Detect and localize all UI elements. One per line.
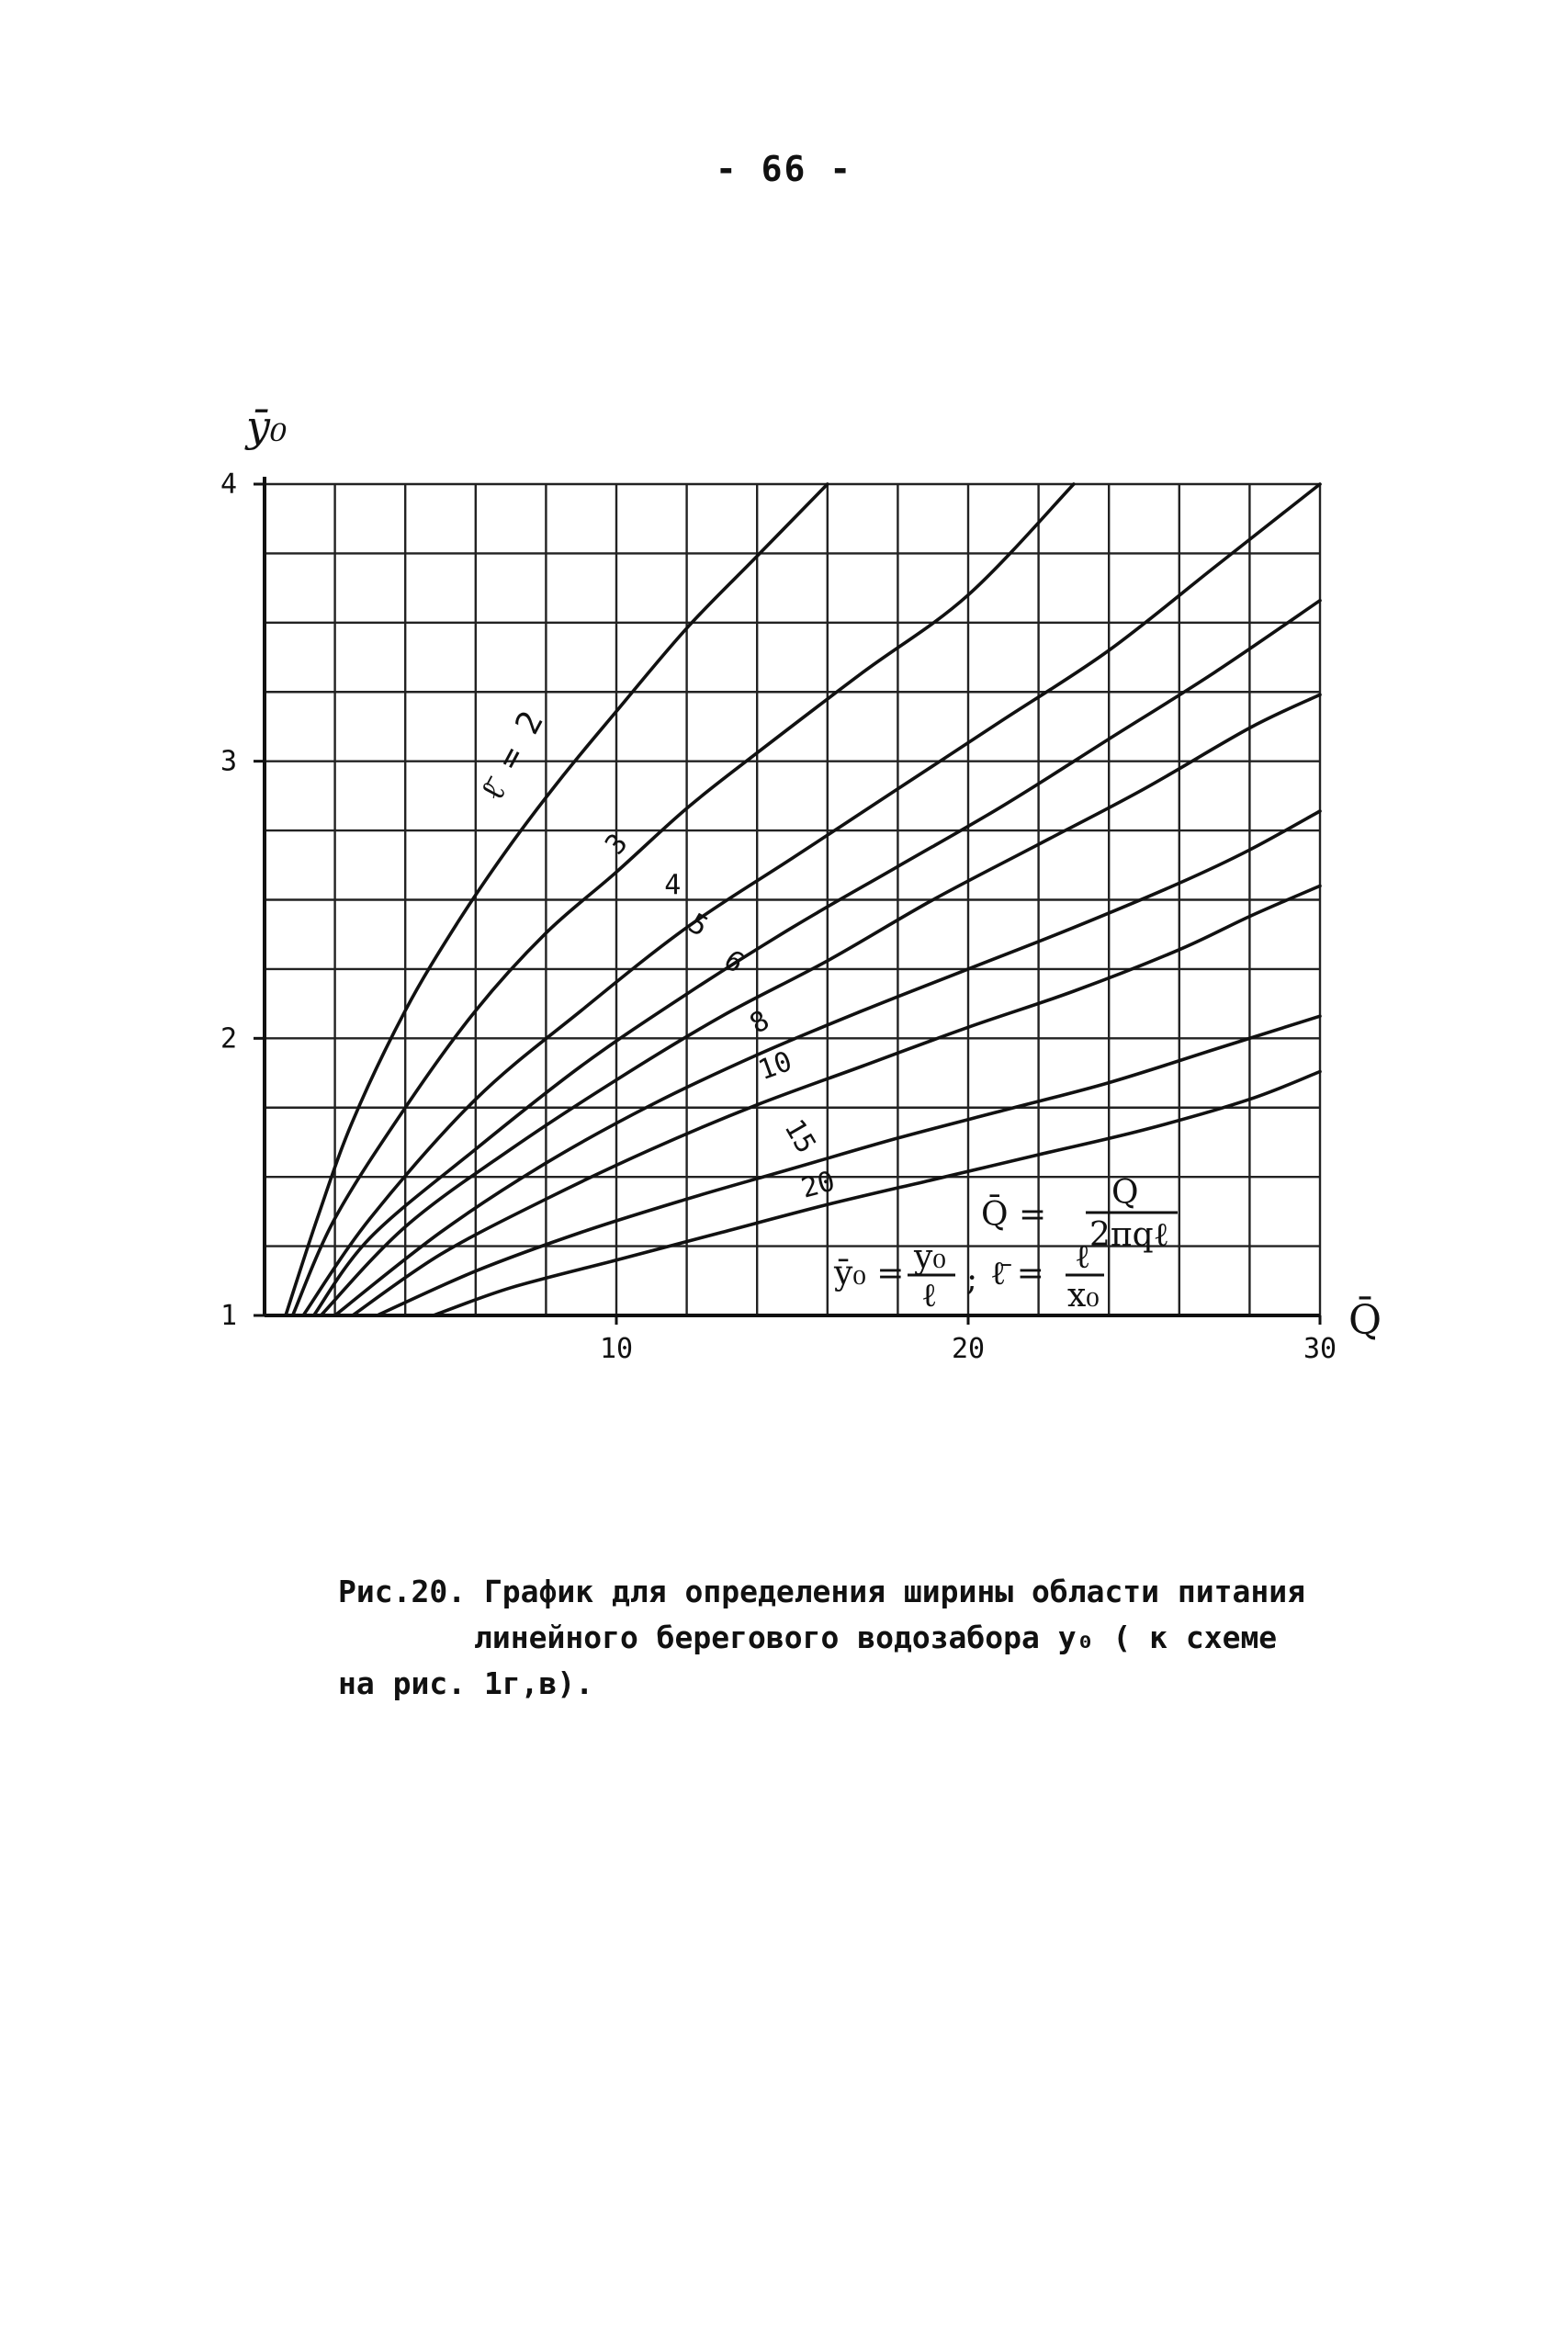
series-label: ℓ̄ = 2	[472, 705, 551, 807]
y-tick-label: 3	[220, 745, 237, 778]
series-label: 10	[753, 1045, 796, 1088]
series-label: 6	[717, 943, 750, 980]
series-label: 4	[664, 869, 682, 902]
caption-line-2: линейного берегового водозабора y₀ ( к схеме	[474, 1620, 1278, 1655]
y-tick-label: 2	[220, 1022, 237, 1055]
caption-line-1: Рис.20. График для определения ширины области питания	[338, 1574, 1305, 1609]
series-label: 8	[744, 1004, 775, 1041]
series-label: 15	[777, 1113, 822, 1159]
x-axis-title: Q̄	[1348, 1297, 1382, 1344]
y-axis-title: ȳ₀	[246, 401, 288, 451]
x-tick-label: 30	[1303, 1333, 1337, 1365]
formula-q-den: 2πqℓ	[1089, 1216, 1169, 1254]
series-label: 3	[599, 827, 635, 862]
formula-sep: ;	[966, 1260, 978, 1298]
series-label: 20	[797, 1165, 839, 1205]
formula-q-num: Q	[1111, 1174, 1139, 1212]
series-line-6	[321, 694, 1320, 1315]
formula-l-den: x₀	[1067, 1277, 1100, 1315]
figure-caption	[338, 1569, 1330, 1707]
formula-l-lhs: ℓ̄ =	[990, 1255, 1044, 1292]
x-tick-label: 10	[599, 1333, 634, 1365]
y-tick-label: 4	[220, 468, 237, 501]
formula-q-lhs: Q̄ =	[981, 1196, 1047, 1234]
y-tick-label: 1	[220, 1300, 237, 1332]
chart-curve-labels	[473, 705, 839, 1205]
page-number: - 66 -	[715, 149, 853, 189]
caption-line-3: на рис. 1г,в).	[338, 1665, 594, 1701]
formula-l-num: ℓ	[1075, 1238, 1091, 1276]
formula-y-lhs: ȳ₀ =	[834, 1255, 905, 1292]
x-tick-label: 20	[951, 1333, 986, 1365]
formula-y-num: y₀	[914, 1238, 946, 1276]
series-label: 5	[682, 907, 714, 944]
formula-y-den: ℓ	[921, 1277, 938, 1315]
series-line-10	[353, 886, 1320, 1315]
